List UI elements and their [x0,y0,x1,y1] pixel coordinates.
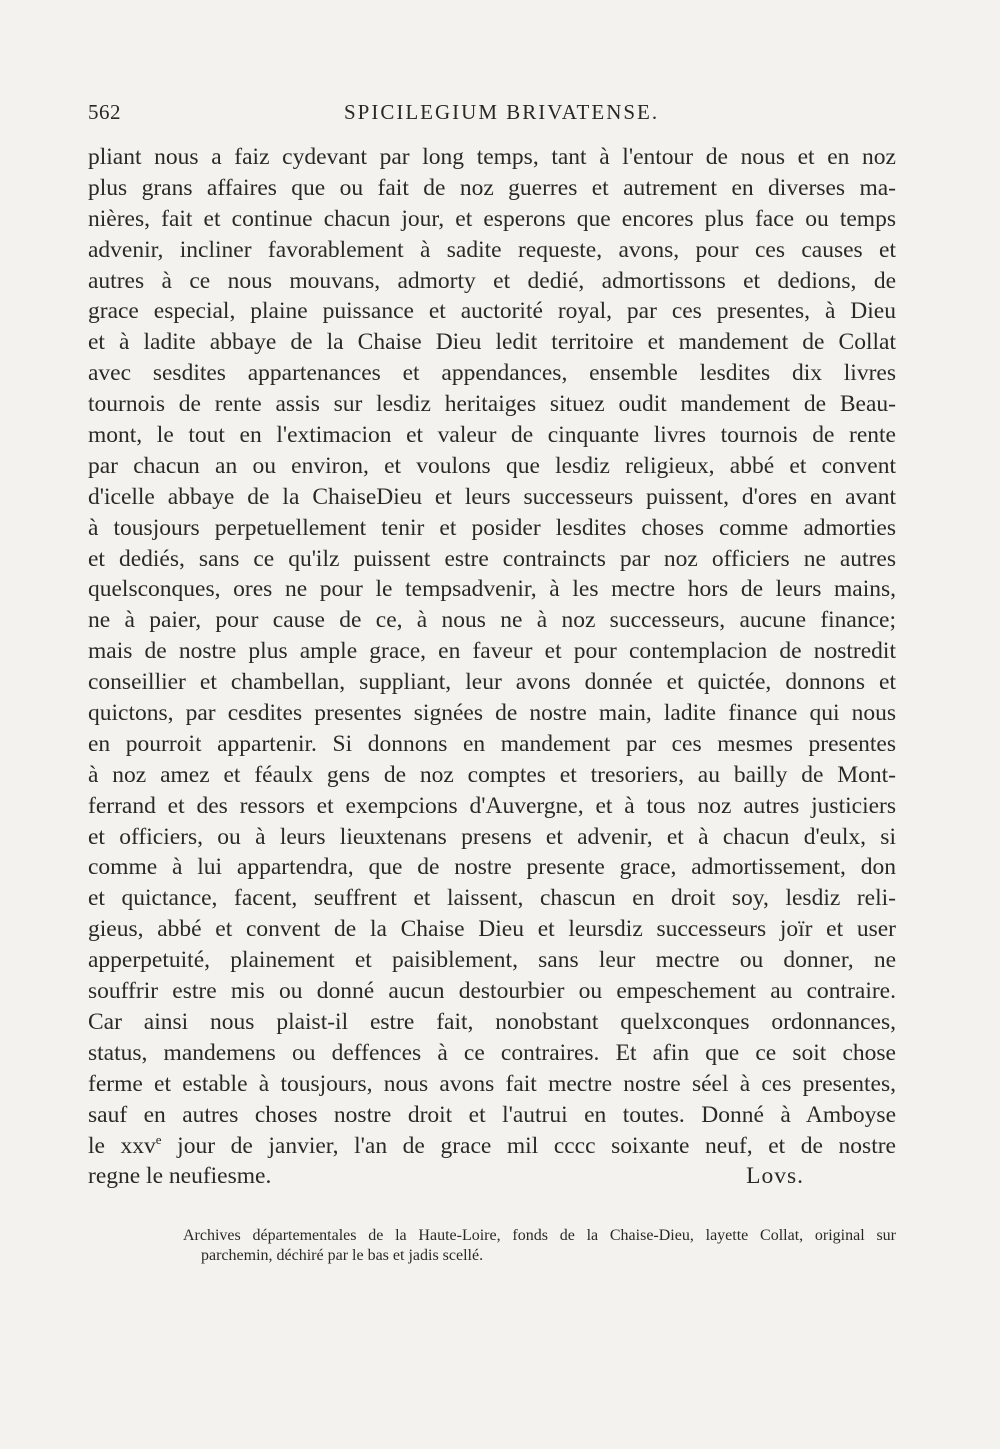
text-line: et officiers, ou à leurs lieuxtenans presens et advenir, et à chacun d'eulx, si [88,823,896,850]
text-line: à tousjours perpetuellement tenir et posider lesdites choses comme admorties [88,514,896,541]
date-superscript: e [155,1131,162,1147]
text-line: ne à paier, pour cause de ce, à nous ne à noz successeurs, aucune finance; [88,607,896,634]
text-line: à noz amez et féaulx gens de noz comptes et tresoriers, au bailly de Mont- [88,761,896,788]
text-line: plus grans affaires que ou fait de noz guerres et autrement en diverses ma- [88,174,896,201]
text-line: ferrand et des ressors et exempcions d'Auvergne, et à tous noz autres justiciers [88,792,896,819]
text-line: apperpetuité, plainement et paisiblement, sans leur mectre ou donner, ne [88,947,896,974]
text-line: advenir, incliner favorablement à sadite requeste, avons, pour ces causes et [88,236,896,263]
note-line: Archives départementales de la Haute-Loire, fonds de la Chaise-Dieu, layette Collat, original sur [183,1227,896,1244]
text-line: comme à lui appartendra, que de nostre presente grace, admortissement, don [88,854,896,881]
text-line: mais de nostre plus ample grace, en faveur et pour contemplacion de nostredit [88,638,896,665]
date-line [88,1131,896,1162]
text-line: et dediés, sans ce qu'ilz puissent estre contraincts par noz officiers ne autres [88,545,896,572]
page-header [88,100,898,136]
text-line: quictons, par cesdites presentes signées de nostre main, ladite finance qui nous [88,700,896,727]
running-title: SPICILEGIUM BRIVATENSE. [344,100,660,124]
text-line: par chacun an ou environ, et voulons que lesdiz religieux, abbé et convent [88,452,896,479]
date-suffix: jour de janvier, l'an de grace mil cccc soixante neuf, et de nostre [161,1132,896,1159]
text-line: gieus, abbé et convent de la Chaise Dieu et leursdiz successeurs joïr et user [88,916,896,943]
text-line: nières, fait et continue chacun jour, et esperons que encores plus face ou temps [88,205,896,232]
closing-line [88,1161,896,1192]
text-line: sauf en autres choses nostre droit et l'autrui en toutes. Donné à Amboyse [88,1101,896,1128]
text-line: souffrir estre mis ou donné aucun destourbier ou empeschement au contraire. [88,978,896,1005]
text-line: autres à ce nous mouvans, admorty et dedié, admortissons et dedions, de [88,267,896,294]
note-line: parchemin, déchiré par le bas et jadis scellé. [201,1247,484,1264]
signature: Lovs. [746,1163,804,1190]
body-text [88,142,896,1192]
text-line: tournois de rente assis sur lesdiz heritaiges situez oudit mandement de Beau- [88,391,896,418]
text-line: status, mandemens ou deffences à ce contraires. Et afin que ce soit chose [88,1039,896,1066]
text-line: d'icelle abbaye de la ChaiseDieu et leurs successeurs puissent, d'ores en avant [88,483,896,510]
text-line: ferme et estable à tousjours, nous avons fait mectre nostre séel à ces presentes, [88,1070,896,1097]
text-line: grace especial, plaine puissance et auctorité royal, par ces presentes, à Dieu [88,298,896,325]
text-line: conseillier et chambellan, suppliant, leur avons donnée et quictée, donnons et [88,669,896,696]
text-line: quelsconques, ores ne pour le tempsadvenir, à les mectre hors de leurs mains, [88,576,896,603]
text-line: et quictance, facent, seuffrent et laissent, chascun en droit soy, lesdiz reli- [88,885,896,912]
date-prefix: le xxv [88,1132,156,1159]
closing-text: regne le neufiesme. [88,1163,272,1190]
text-line: Car ainsi nous plaist-il estre fait, nonobstant quelxconques ordonnances, [88,1008,896,1035]
page-number: 562 [88,100,121,124]
archival-source-note [88,1226,896,1266]
text-line: pliant nous a faiz cydevant par long temps, tant à l'entour de nous et en noz [88,144,896,170]
text-line: en pourroit appartenir. Si donnons en mandement par ces mesmes presentes [88,730,896,757]
text-line: avec sesdites appartenances et appendances, ensemble lesdites dix livres [88,360,896,387]
text-line: et à ladite abbaye de la Chaise Dieu ledit territoire et mandement de Collat [88,329,896,356]
text-line: mont, le tout en l'extimacion et valeur de cinquante livres tournois de rente [88,422,896,449]
